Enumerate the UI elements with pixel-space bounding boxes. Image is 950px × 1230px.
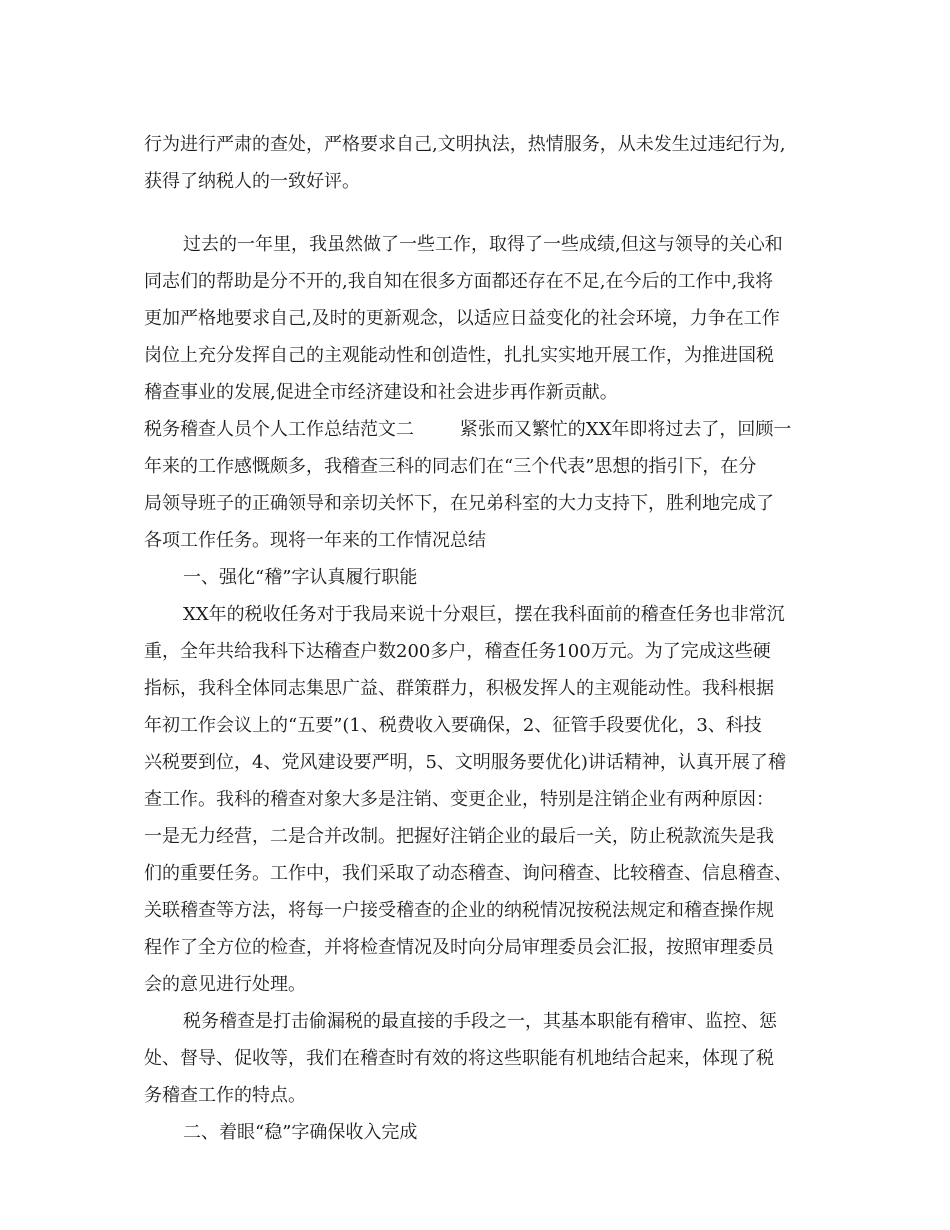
text-line: 年来的工作感慨颇多，我稽查三科的同志们在“三个代表”思想的指引下，在分 xyxy=(144,456,757,477)
text-line: 会的意见进行处理。 xyxy=(144,974,306,995)
text-line: 关联稽查等方法，将每一户接受稽查的企业的纳税情况按税法规定和稽查操作规 xyxy=(144,900,774,921)
text-line: 一是无力经营，二是合并改制。把握好注销企业的最后一关，防止税款流失是我 xyxy=(144,826,774,847)
text-line: 们的重要任务。工作中，我们采取了动态稽查、询问稽查、比较稽查、信息稽查、 xyxy=(144,863,792,884)
text-line: 指标，我科全体同志集思广益、群策群力，积极发挥人的主观能动性。我科根据 xyxy=(144,678,774,699)
text-line: XX年的税收任务对于我局来说十分艰巨，摆在我科面前的稽查任务也非常沉 xyxy=(183,604,785,625)
text-line: 同志们的帮助是分不开的,我自知在很多方面都还存在不足,在今后的工作中,我将 xyxy=(144,271,774,292)
text-line: 各项工作任务。现将一年来的工作情况总结 xyxy=(144,530,486,551)
text-line: 年初工作会议上的“五要”(1、税费收入要确保，2、征管手段要优化，3、科技 xyxy=(144,715,762,736)
text-line: 局领导班子的正确领导和亲切关怀下，在兄弟科室的大力支持下，胜利地完成了 xyxy=(144,493,774,514)
section-heading: 二、着眼“稳”字确保收入完成 xyxy=(183,1122,418,1143)
text-line: 查工作。我科的稽查对象大多是注销、变更企业，特别是注销企业有两种原因： xyxy=(144,789,774,810)
section-title-line: 税务稽查人员个人工作总结范文二 紧张而又繁忙的XX年即将过去了，回顾一 xyxy=(144,419,792,440)
text-line: 获得了纳税人的一致好评。 xyxy=(144,171,360,192)
text-line: 重，全年共给我科下达稽查户数200多户，稽查任务100万元。为了完成这些硬 xyxy=(144,641,771,662)
text-line: 过去的一年里，我虽然做了一些工作，取得了一些成绩,但这与领导的关心和 xyxy=(183,234,783,255)
section-heading: 一、强化“稽”字认真履行职能 xyxy=(183,567,418,588)
text-line: 程作了全方位的检查，并将检查情况及时向分局审理委员会汇报，按照审理委员 xyxy=(144,937,774,958)
text-line: 处、督导、促收等，我们在稽查时有效的将这些职能有机地结合起来，体现了税 xyxy=(144,1048,774,1069)
text-line: 更加严格地要求自己,及时的更新观念，以适应日益变化的社会环境，力争在工作 xyxy=(144,308,780,329)
text-line: 务稽查工作的特点。 xyxy=(144,1085,306,1106)
text-line: 兴税要到位，4、党风建设要严明，5、文明服务要优化)讲话精神，认真开展了稽 xyxy=(144,752,786,773)
text-line: 岗位上充分发挥自己的主观能动性和创造性，扎扎实实地开展工作，为推进国税 xyxy=(144,345,774,366)
text-line: 稽查事业的发展,促进全市经济建设和社会进步再作新贡献。 xyxy=(144,382,618,403)
text-line: 行为进行严肃的查处，严格要求自己,文明执法，热情服务，从未发生过违纪行为, xyxy=(144,134,786,155)
text-line: 税务稽查是打击偷漏税的最直接的手段之一，其基本职能有稽审、监控、惩 xyxy=(183,1011,777,1032)
